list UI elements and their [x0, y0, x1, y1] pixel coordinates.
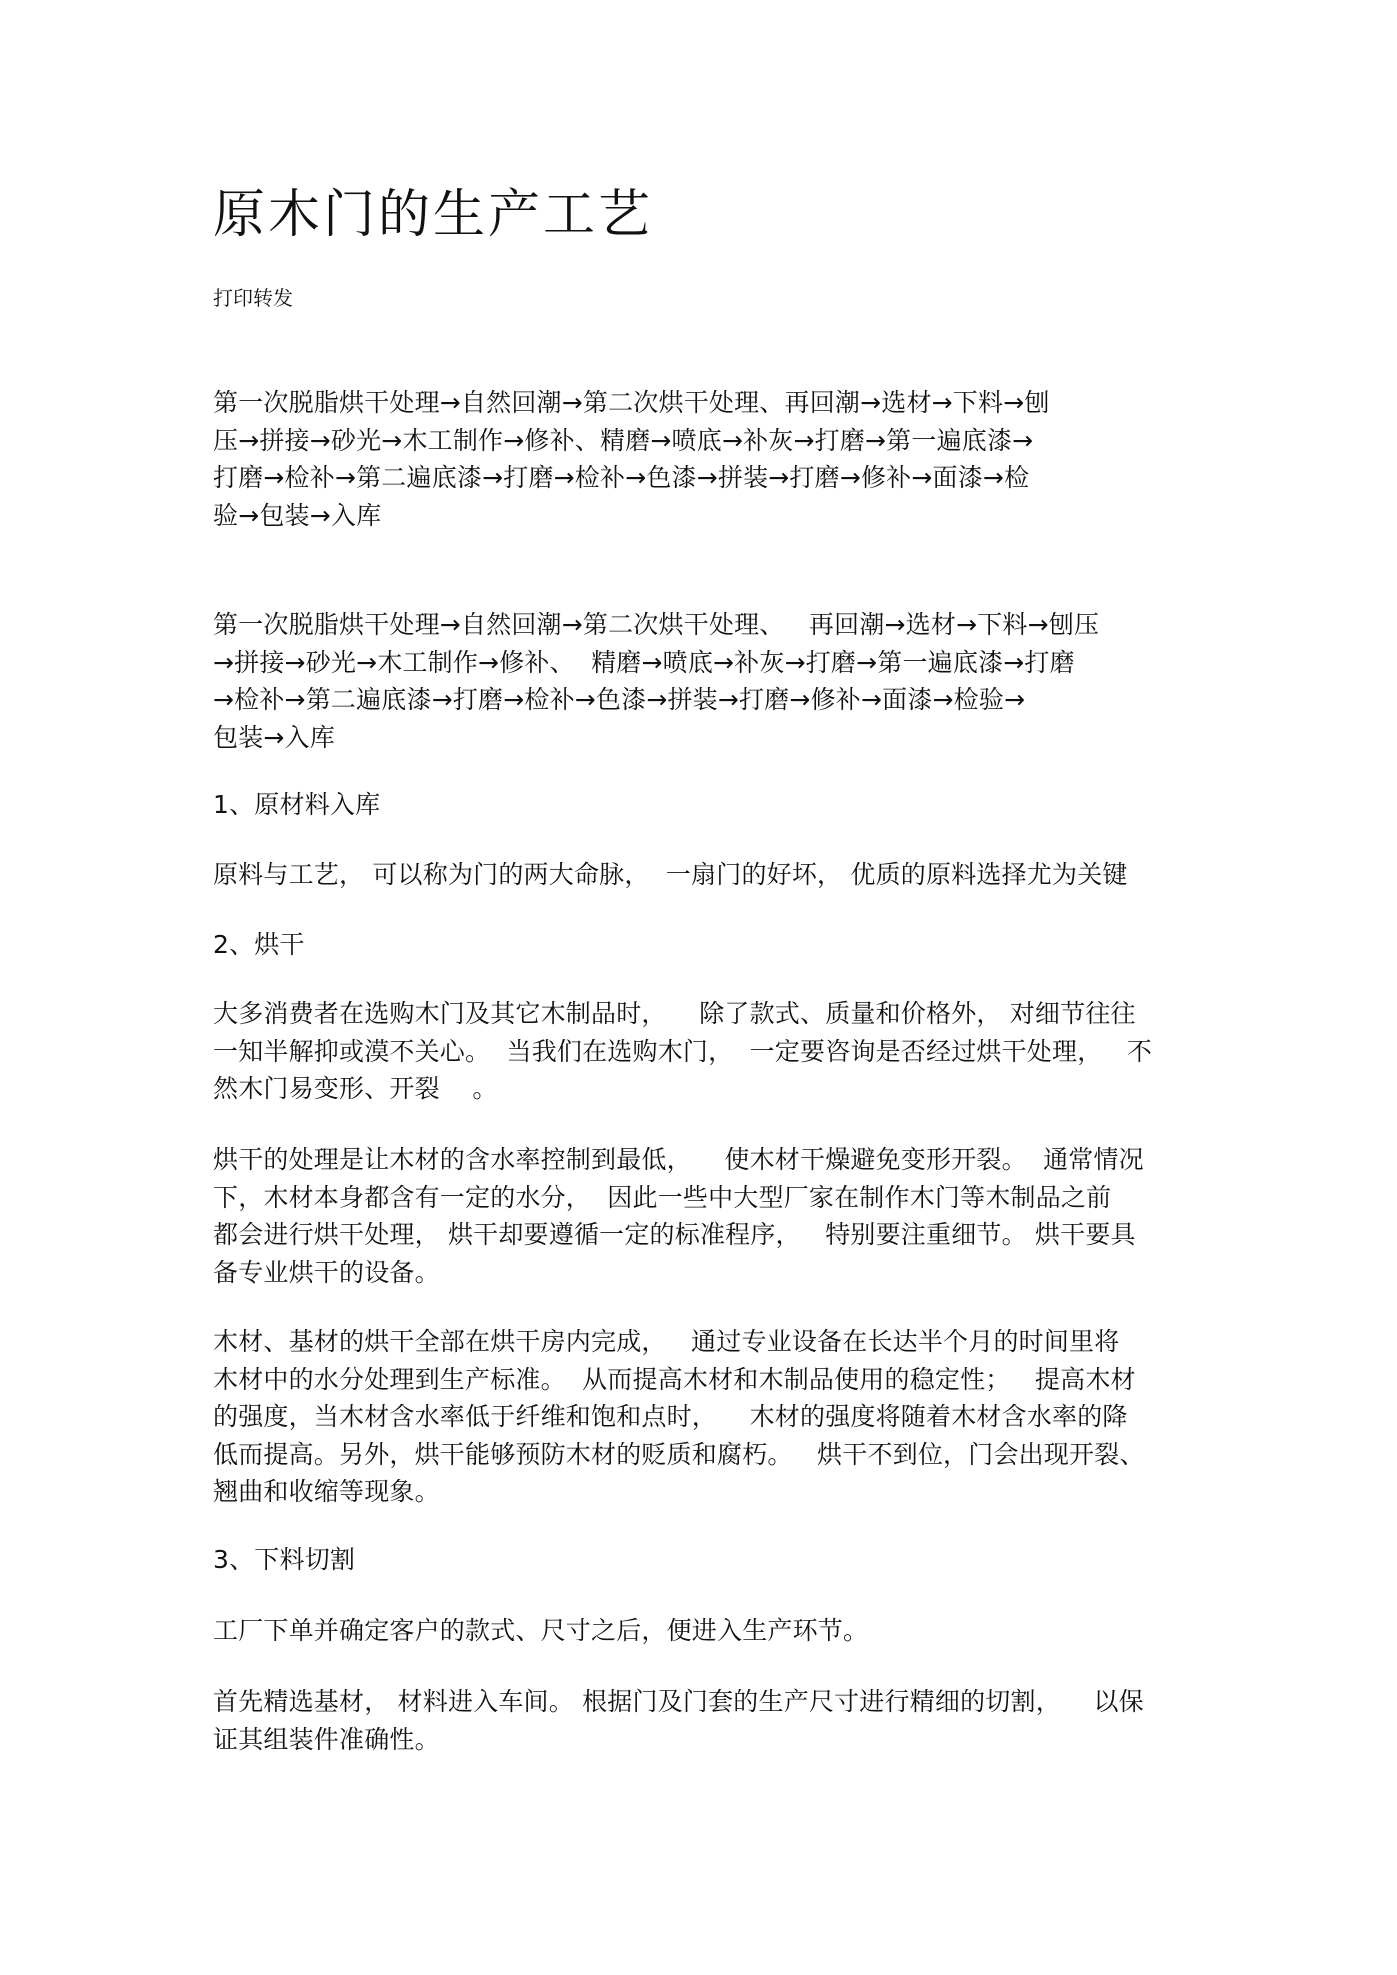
text-line: 首先精选基材， 材料进入车间。 根据门及门套的生产尺寸进行精细的切割， 以保	[213, 1687, 1144, 1716]
text-line: 木材、基材的烘干全部在烘干房内完成， 通过专业设备在长达半个月的时间里将	[213, 1327, 1120, 1356]
section-2-paragraph-2	[213, 1141, 1193, 1291]
text-line: 低而提高。另外，烘干能够预防木材的贬质和腐朽。 烘干不到位，门会出现开裂、	[213, 1439, 1145, 1469]
text-line: 下，木材本身都含有一定的水分， 因此一些中大型厂家在制作木门等木制品之前	[213, 1182, 1112, 1212]
text-line: →检补→第二遍底漆→打磨→检补→色漆→拼装→打磨→修补→面漆→检验→	[213, 685, 1026, 714]
section-2-paragraph-3	[213, 1323, 1193, 1511]
text-line: 验→包装→入库	[213, 500, 382, 530]
text-line: 第一次脱脂烘干处理→自然回潮→第二次烘干处理、再回潮→选材→下料→刨	[213, 388, 1050, 417]
text-line: 第一次脱脂烘干处理→自然回潮→第二次烘干处理、 再回潮→选材→下料→刨压	[213, 610, 1100, 639]
text-line: 证其组装件准确性。	[213, 1724, 440, 1754]
text-line: 工厂下单并确定客户的款式、尺寸之后，便进入生产环节。	[213, 1616, 869, 1645]
text-line: 原料与工艺， 可以称为门的两大命脉， 一扇门的好坏， 优质的原料选择尤为关键	[213, 860, 1128, 889]
text-line: 打磨→检补→第二遍底漆→打磨→检补→色漆→拼装→打磨→修补→面漆→检	[213, 463, 1030, 492]
section-heading	[213, 786, 1193, 824]
text-line: 然木门易变形、开裂 。	[213, 1074, 498, 1103]
text-line: 翘曲和收缩等现象。	[213, 1477, 440, 1506]
text-line: 压→拼接→砂光→木工制作→修补、精磨→喷底→补灰→打磨→第一遍底漆→	[213, 425, 1034, 455]
text-line: →拼接→砂光→木工制作→修补、 精磨→喷底→补灰→打磨→第一遍底漆→打磨	[213, 647, 1075, 677]
section-heading	[213, 1541, 1193, 1579]
section-heading-text: 1、原材料入库	[213, 790, 381, 819]
process-flow-paragraph-1	[213, 384, 1193, 534]
text-line: 的强度，当木材含水率低于纤维和饱和点时， 木材的强度将随着木材含水率的降	[213, 1402, 1128, 1431]
text-line: 包装→入库	[213, 722, 335, 752]
section-heading	[213, 926, 1193, 964]
text-line: 烘干的处理是让木材的含水率控制到最低， 使木材干燥避免变形开裂。 通常情况	[213, 1145, 1144, 1174]
print-forward-label: 打印转发	[213, 286, 293, 310]
process-flow-paragraph-2	[213, 606, 1193, 756]
text-line: 备专业烘干的设备。	[213, 1257, 440, 1287]
text-line: 大多消费者在选购木门及其它木制品时， 除了款式、质量和价格外， 对细节往往	[213, 999, 1136, 1028]
section-3-paragraph-2	[213, 1683, 1193, 1758]
section-heading-text: 2、烘干	[213, 930, 305, 959]
section-3-paragraph-1	[213, 1612, 1193, 1650]
section-1-paragraph	[213, 856, 1193, 894]
page-title: 原木门的生产工艺	[213, 185, 654, 245]
text-line: 都会进行烘干处理， 烘干却要遵循一定的标准程序， 特别要注重细节。 烘干要具	[213, 1220, 1136, 1249]
text-line: 木材中的水分处理到生产标准。 从而提高木材和木制品使用的稳定性； 提高木材	[213, 1364, 1136, 1394]
section-2-paragraph-1	[213, 995, 1193, 1108]
section-heading-text: 3、下料切割	[213, 1545, 356, 1574]
text-line: 一知半解抑或漠不关心。 当我们在选购木门， 一定要咨询是否经过烘干处理， 不	[213, 1036, 1153, 1066]
